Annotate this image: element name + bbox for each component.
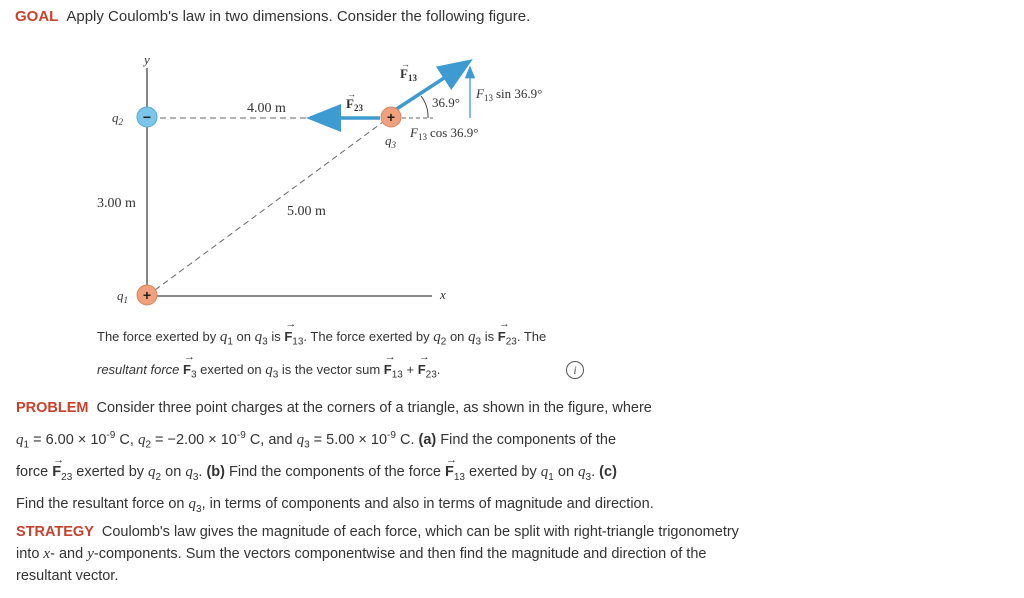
label-f23-arrow: → [347,89,356,99]
label-f13-arrow: → [401,59,410,69]
dist-side: 3.00 m [97,196,136,211]
dist-diag: 5.00 m [287,204,326,219]
goal-label: GOAL [15,8,59,25]
f13-sin-label: $F_{13}$ sin 36.9° [476,86,543,103]
problem-section: PROBLEM Consider three point charges at the corners of a triangle, as shown in the figure, where $q_1 = 6.00 \times 10^{-9}$ C, $q_2 = -2.00 \times 10^{-9}$ C, and $q_3 = 5.00 \times 10^{-9}$ C. (a) Find the components of the force → $F_{23}$ exerted by $q_2$ on $q_3$. (b) Find the components of the force → $F_{13}$ exerted by $q_1$ on $q_3$. (c) Find the resultant force on $q_3$, in terms of components and also in terms of magnitude and direction. [16,395,761,523]
figure-caption: The force exerted by $q_1$ on $q_3$ is → $F_{13}$. The force exerted by $q_2$ on $q_3$ is → $F_{23}$. The resultant force → $F_3$ exerted on $q_3$ is the vector sum → $F_{13}$ + → $F_{23}$. [97,323,617,388]
strategy-label: STRATEGY [16,524,94,540]
label-f23: $F_{23}$ [346,96,363,113]
charge-q2-sign: − [142,109,152,125]
angle-arc [421,96,428,118]
dist-top: 4.00 m [247,101,286,116]
label-q2: $q_2$ [112,110,123,127]
problem-label: PROBLEM [16,400,89,416]
strategy-section: STRATEGY Coulomb's law gives the magnitude of each force, which can be split with right-triangle trigonometry into x- and y-components. Sum the vectors componentwise and then find the magnitude and direction of the resultant vector. [16,524,739,584]
charge-q3-sign: + [386,109,396,125]
charge-q1-sign: + [142,287,152,303]
info-icon[interactable]: i [566,361,584,379]
label-f13: $F_{13}$ [400,66,417,83]
angle-label: 36.9° [432,95,460,110]
x-axis-label: x [440,287,446,302]
label-q1: $q_1$ [117,288,128,305]
y-axis-label: y [144,52,150,67]
label-q3: $q_3$ [385,133,396,150]
dashed-diagonal [155,122,383,290]
goal-text: Apply Coulomb's law in two dimensions. Consider the following figure. [66,8,531,25]
f13-cos-label: $F_{13}$ cos 36.9° [410,125,479,142]
